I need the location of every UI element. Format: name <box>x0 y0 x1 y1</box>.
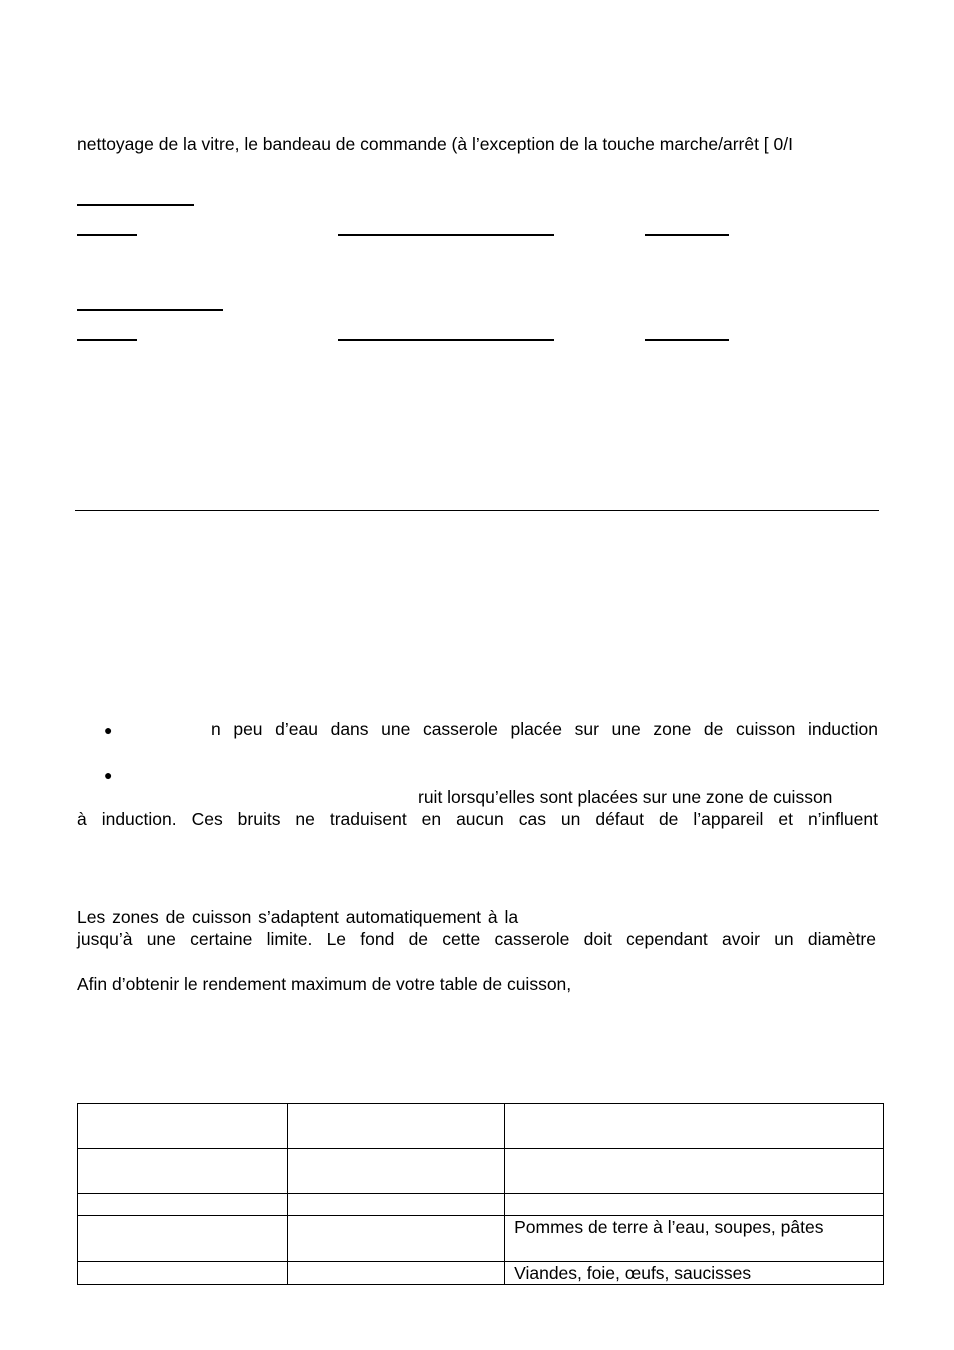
zones-paragraph-line-2: jusqu’à une certaine limite. Le fond de cette casserole doit cependant avoir un diamètre <box>77 929 876 949</box>
table-cell <box>287 1216 505 1262</box>
table-cell <box>505 1194 884 1216</box>
noise-paragraph-line-2: à induction. Ces bruits ne traduisent en aucun cas un défaut de l’appareil et n’influent <box>77 809 878 829</box>
heading-underline-2 <box>77 309 223 311</box>
table-cell <box>287 1104 505 1149</box>
table-cell <box>287 1149 505 1194</box>
field-underline-1c <box>645 234 729 236</box>
table-cell <box>78 1194 288 1216</box>
zones-paragraph-line-1: Les zones de cuisson s’adaptent automatiquement à la <box>77 907 519 927</box>
table-row <box>78 1216 884 1262</box>
bullet-dot-2: ● <box>104 767 113 783</box>
table-row <box>78 1262 884 1285</box>
horizontal-rule <box>75 510 879 511</box>
rendement-paragraph: Afin d’obtenir le rendement maximum de votre table de cuisson, <box>77 974 572 994</box>
table-cell <box>78 1149 288 1194</box>
cooking-table <box>77 1103 884 1285</box>
bullet-dot-1: ● <box>104 722 113 738</box>
table-cell <box>78 1216 288 1262</box>
table-cell <box>505 1104 884 1149</box>
table-cell <box>78 1104 288 1149</box>
field-underline-1b <box>338 234 554 236</box>
table-row <box>78 1149 884 1194</box>
table-cell <box>505 1149 884 1194</box>
field-underline-2a <box>77 339 137 341</box>
table-cell <box>287 1262 505 1285</box>
top-text-line: nettoyage de la vitre, le bandeau de commande (à l’exception de la touche marche/arrêt [ 0/I <box>77 134 793 154</box>
bullet-item-1: n peu d’eau dans une casserole placée sur une zone de cuisson induction <box>211 719 878 739</box>
table-row <box>78 1104 884 1149</box>
field-underline-2c <box>645 339 729 341</box>
heading-underline-1 <box>77 204 194 206</box>
table-cell: Viandes, foie, œufs, saucisses <box>505 1262 884 1285</box>
field-underline-2b <box>338 339 554 341</box>
field-underline-1a <box>77 234 137 236</box>
table-cell <box>78 1262 288 1285</box>
table-cell <box>287 1194 505 1216</box>
noise-paragraph-line-1: ruit lorsqu’elles sont placées sur une zone de cuisson <box>418 787 833 807</box>
table-cell: Pommes de terre à l’eau, soupes, pâtes <box>505 1216 884 1262</box>
table-row <box>78 1194 884 1216</box>
